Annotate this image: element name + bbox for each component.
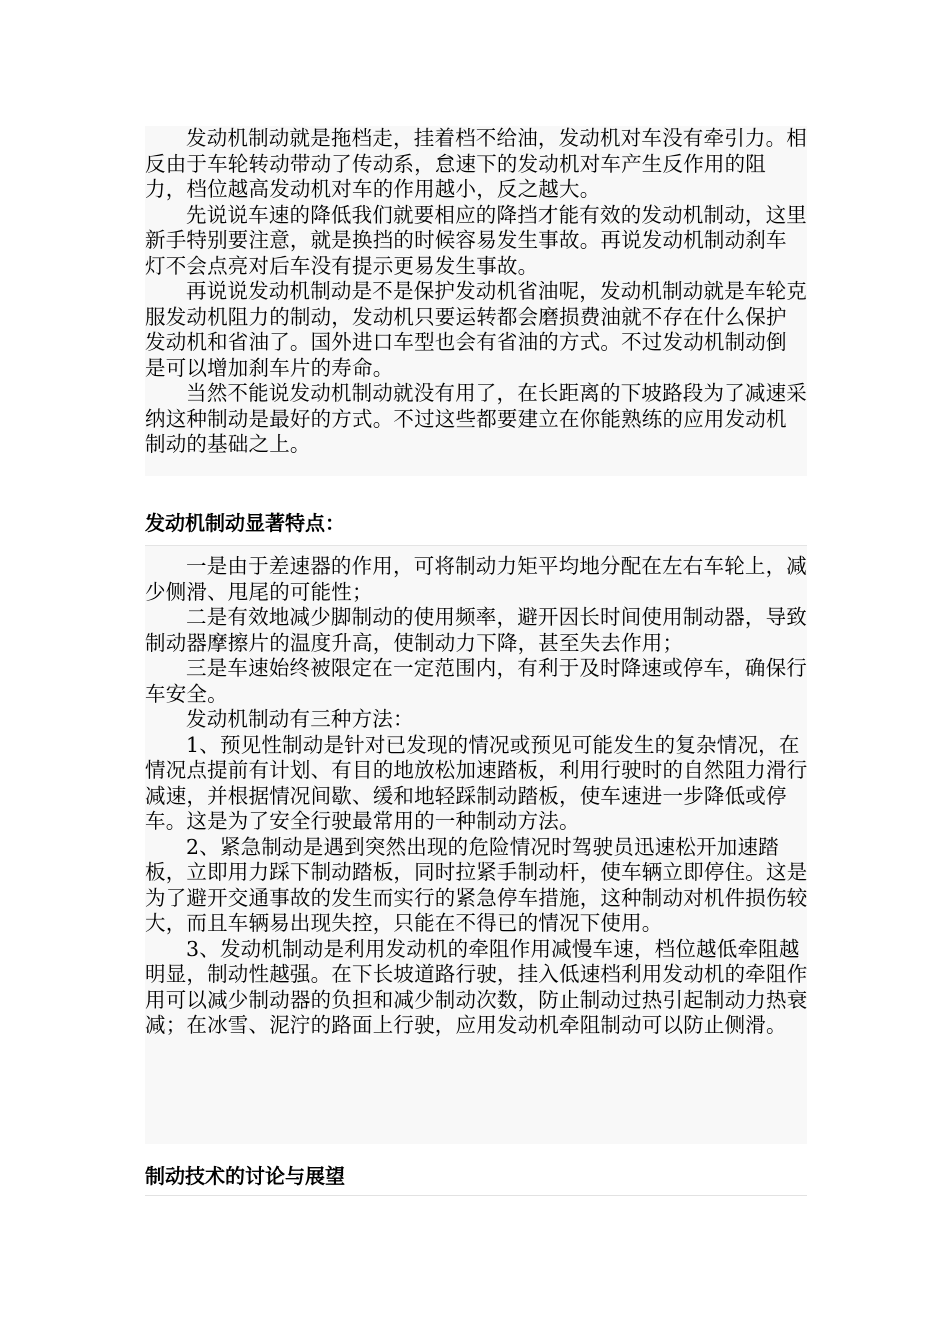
section-divider <box>145 1195 807 1196</box>
paragraph: 再说说发动机制动是不是保护发动机省油呢，发动机制动就是车轮克服发动机阻力的制动，发动机只要运转都会磨损费油就不存在什么保护发动机和省油了。国外进口车型也会有省油的方式。不过发动机制动倒是可以增加刹车片的寿命。 <box>145 279 807 380</box>
paragraph: 当然不能说发动机制动就没有用了，在长距离的下坡路段为了减速采纳这种制动是最好的方式。不过这些都要建立在你能熟练的应用发动机制动的基础之上。 <box>145 381 807 456</box>
paragraph: 3、发动机制动是利用发动机的牵阻作用减慢车速，档位越低牵阻越明显，制动性越强。在下长坡道路行驶，挂入低速档利用发动机的牵阻作用可以减少制动器的负担和减少制动次数，防止制动过热引起制动力热衰减；在冰雪、泥泞的路面上行驶，应用发动机牵阻制动可以防止侧滑。 <box>145 936 808 1037</box>
paragraph: 发动机制动有三种方法： <box>186 707 414 731</box>
paragraph: 2、紧急制动是遇到突然出现的危险情况时驾驶员迅速松开加速踏板，立即用力踩下制动踏板，同时拉紧手制动杆，使车辆立即停住。这是为了避开交通事故的发生而实行的紧急停车措施，这种制动对机件损伤较大，而且车辆易出现失控，只能在不得已的情况下使用。 <box>145 834 808 935</box>
section-heading-features: 发动机制动显著特点： <box>145 511 345 535</box>
paragraph: 二是有效地减少脚制动的使用频率，避开因长时间使用制动器，导致制动器摩擦片的温度升高，使制动力下降，甚至失去作用； <box>145 605 807 655</box>
paragraph: 一是由于差速器的作用，可将制动力矩平均地分配在左右车轮上，减少侧滑、甩尾的可能性； <box>145 554 807 604</box>
paragraph: 先说说车速的降低我们就要相应的降挡才能有效的发动机制动，这里新手特别要注意，就是换挡的时候容易发生事故。再说发动机制动刹车灯不会点亮对后车没有提示更易发生事故。 <box>145 202 807 278</box>
intro-section <box>145 126 807 476</box>
features-section <box>145 545 807 1144</box>
section-heading-discussion: 制动技术的讨论与展望 <box>145 1164 345 1188</box>
paragraph: 三是车速始终被限定在一定范围内，有利于及时降速或停车，确保行车安全。 <box>145 656 807 706</box>
paragraph: 发动机制动就是拖档走，挂着档不给油，发动机对车没有牵引力。相反由于车轮转动带动了传动系，怠速下的发动机对车产生反作用的阻力，档位越高发动机对车的作用越小，反之越大。 <box>145 126 807 201</box>
paragraph: 1、预见性制动是针对已发现的情况或预见可能发生的复杂情况，在情况点提前有计划、有目的地放松加速踏板，利用行驶时的自然阻力滑行减速，并根据情况间歇、缓和地轻踩制动踏板，使车速进一步降低或停车。这是为了安全行驶最常用的一种制动方法。 <box>145 732 808 833</box>
